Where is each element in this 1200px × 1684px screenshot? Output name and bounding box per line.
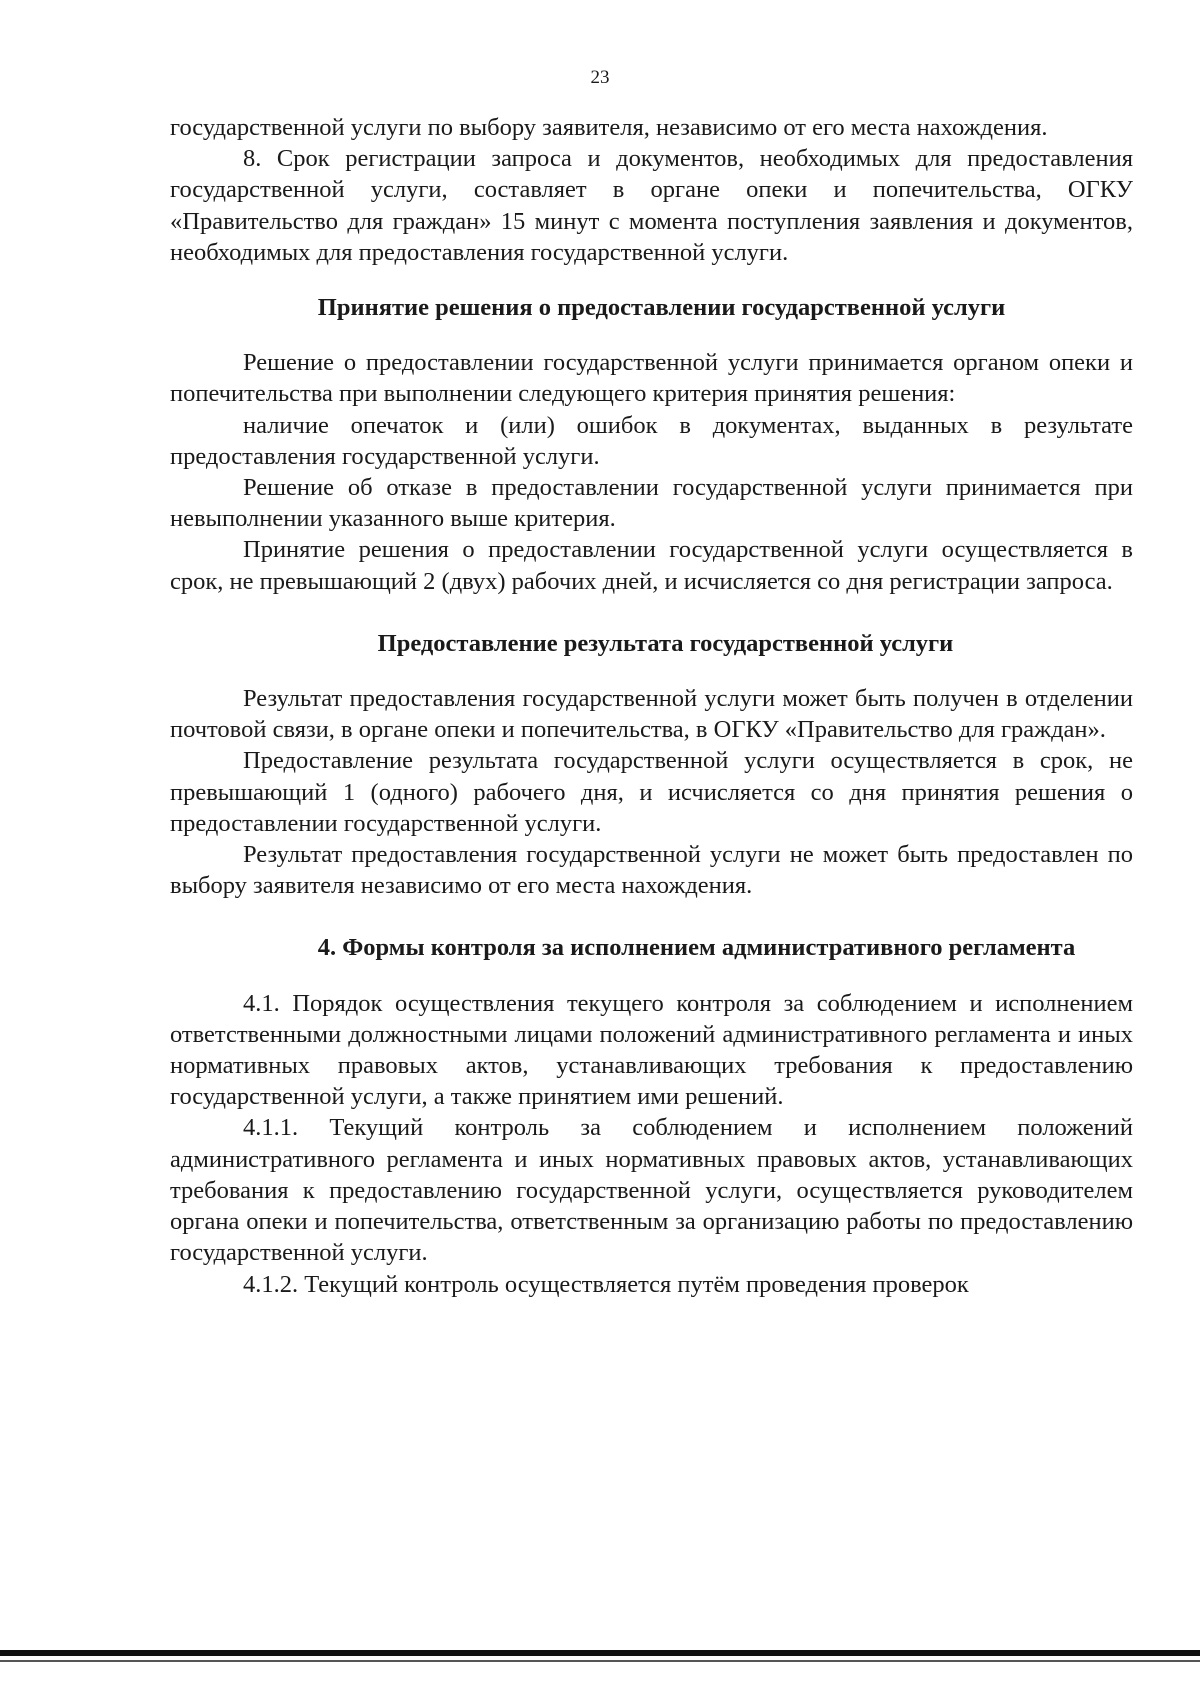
section-heading: 4. Формы контроля за исполнением административного регламента bbox=[317, 934, 1076, 962]
paragraph: Результат предоставления государственной услуги не может быть предоставлен по выбору заявителя независимо от его места нахождения. bbox=[170, 841, 1133, 900]
paragraph: 4.1. Порядок осуществления текущего контроля за соблюдением и исполнением ответственными должностными лицами положений административного регламента и иных нормативных правовых актов, устанавливающих требования к предоставлению государственной услуги, а также принятием ими решений. bbox=[170, 989, 1133, 1111]
paragraph: наличие опечаток и (или) ошибок в документах, выданных в результате предоставления государственной услуги. bbox=[170, 411, 1133, 470]
paragraph: государственной услуги по выбору заявителя, независимо от его места нахождения. bbox=[170, 114, 1048, 141]
section-heading: Предоставление результата государственной услуги bbox=[377, 629, 954, 657]
paragraph: 4.1.1. Текущий контроль за соблюдением и исполнением положений административного регламента и иных нормативных правовых актов, устанавливающих требования к предоставлению государственной услуги, осуществляется руководителем органа опеки и попечительства, ответственным за организацию работы по предоставлению государственной услуги. bbox=[170, 1114, 1133, 1267]
section-heading: Принятие решения о предоставлении государственной услуги bbox=[317, 294, 1006, 322]
document-body bbox=[170, 112, 1133, 1300]
paragraph: 4.1.2. Текущий контроль осуществляется путём проведения проверок bbox=[243, 1270, 969, 1298]
paragraph: Решение об отказе в предоставлении государственной услуги принимается при невыполнении указанного выше критерия. bbox=[170, 474, 1133, 533]
scan-edge-border bbox=[0, 1650, 1200, 1656]
paragraph: Решение о предоставлении государственной услуги принимается органом опеки и попечительства при выполнении следующего критерия принятия решения: bbox=[170, 349, 1133, 408]
paragraph: Результат предоставления государственной услуги может быть получен в отделении почтовой связи, в органе опеки и попечительства, в ОГКУ «Правительство для граждан». bbox=[170, 685, 1133, 744]
page-number: 23 bbox=[590, 67, 610, 88]
paragraph: Принятие решения о предоставлении государственной услуги осуществляется в срок, не превышающий 2 (двух) рабочих дней, и исчисляется со дня регистрации запроса. bbox=[170, 536, 1133, 595]
paragraph: Предоставление результата государственной услуги осуществляется в срок, не превышающий 1 (одного) рабочего дня, и исчисляется со дня принятия решения о предоставлении государственной услуги. bbox=[170, 747, 1133, 837]
scan-edge-border bbox=[0, 1660, 1200, 1662]
paragraph: 8. Срок регистрации запроса и документов, необходимых для предоставления государственной услуги, составляет в органе опеки и попечительства, ОГКУ «Правительство для граждан» 15 минут с момента поступления заявления и документов, необходимых для предоставления государственной услуги. bbox=[170, 145, 1133, 266]
